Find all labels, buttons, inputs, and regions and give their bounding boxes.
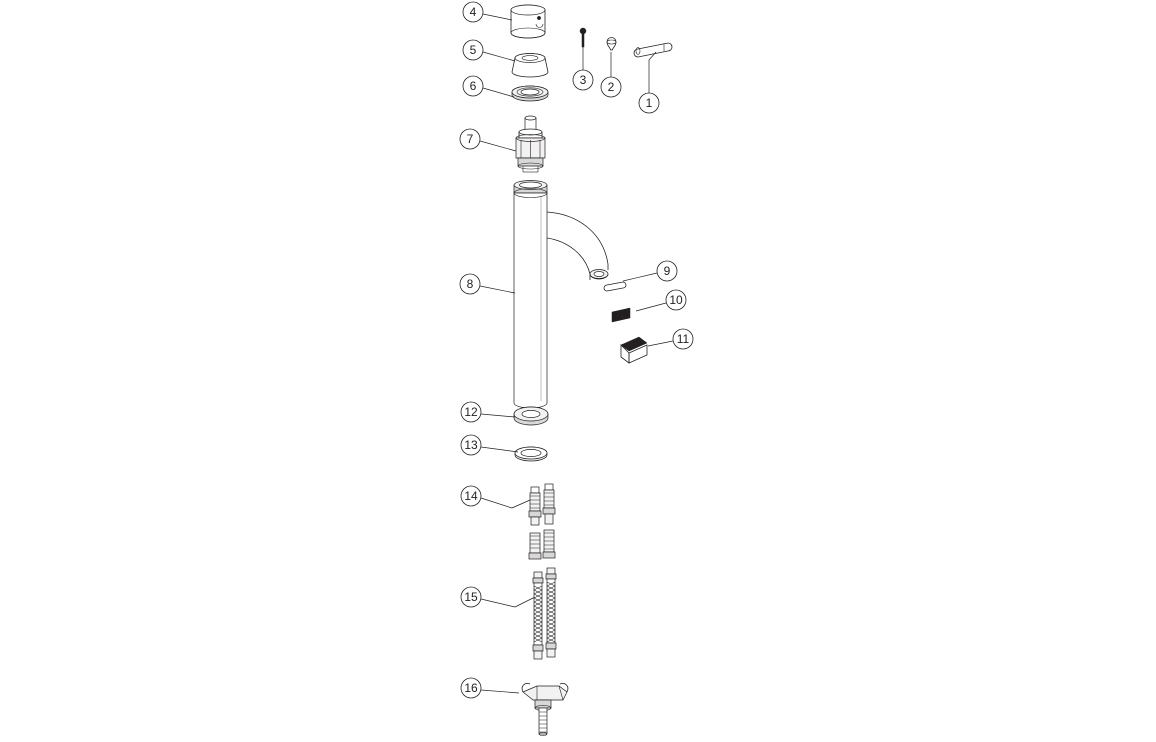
callout-2[interactable] xyxy=(601,77,621,97)
callout-11-label: 11 xyxy=(676,332,690,346)
callout-3-label: 3 xyxy=(579,73,587,87)
callout-16-label: 16 xyxy=(464,681,478,695)
part-handle-shroud xyxy=(512,54,548,78)
part-aerator-mesh xyxy=(612,308,630,322)
leader-lines xyxy=(480,14,673,693)
part-base-washer xyxy=(514,407,548,425)
part-braided-flexi-hose-pair xyxy=(515,568,556,659)
callout-12[interactable] xyxy=(461,402,481,422)
part-rubber-gasket xyxy=(515,447,547,461)
callout-3[interactable] xyxy=(573,70,593,90)
callout-12-label: 12 xyxy=(464,405,478,419)
callout-13[interactable] xyxy=(461,435,481,455)
callout-1-label: 1 xyxy=(645,96,653,110)
part-o-ring-pin xyxy=(604,282,626,291)
part-index-plug xyxy=(607,38,616,51)
part-threaded-stud-pair xyxy=(512,484,555,559)
part-tap-body-spout xyxy=(514,181,608,409)
callout-9[interactable] xyxy=(657,261,677,281)
callout-4[interactable] xyxy=(463,2,483,22)
callout-16[interactable] xyxy=(461,678,481,698)
callout-7[interactable] xyxy=(460,129,480,149)
callout-15-label: 15 xyxy=(464,590,478,604)
callout-8-label: 8 xyxy=(466,277,474,291)
callout-5-label: 5 xyxy=(469,43,477,57)
callout-9-label: 9 xyxy=(663,264,671,278)
callout-6-label: 6 xyxy=(469,79,477,93)
callout-14[interactable] xyxy=(461,486,481,506)
callout-4-label: 4 xyxy=(469,5,477,19)
callout-14-label: 14 xyxy=(464,489,478,503)
callout-5[interactable] xyxy=(463,40,483,60)
part-mounting-bracket-nut xyxy=(522,683,568,735)
part-ceramic-cartridge xyxy=(516,116,545,172)
callout-13-label: 13 xyxy=(464,438,478,452)
callout-6[interactable] xyxy=(463,76,483,96)
part-handle-lever-cap xyxy=(511,5,545,38)
callout-10[interactable] xyxy=(666,290,686,310)
callout-10-label: 10 xyxy=(669,293,683,307)
callout-8[interactable] xyxy=(460,274,480,294)
part-aerator-housing xyxy=(621,337,647,363)
callout-11[interactable] xyxy=(673,329,693,349)
part-cover-ring xyxy=(512,86,548,101)
callout-2-label: 2 xyxy=(607,80,615,94)
callout-1[interactable] xyxy=(639,93,659,113)
callout-15[interactable] xyxy=(461,587,481,607)
callout-7-label: 7 xyxy=(466,132,474,146)
